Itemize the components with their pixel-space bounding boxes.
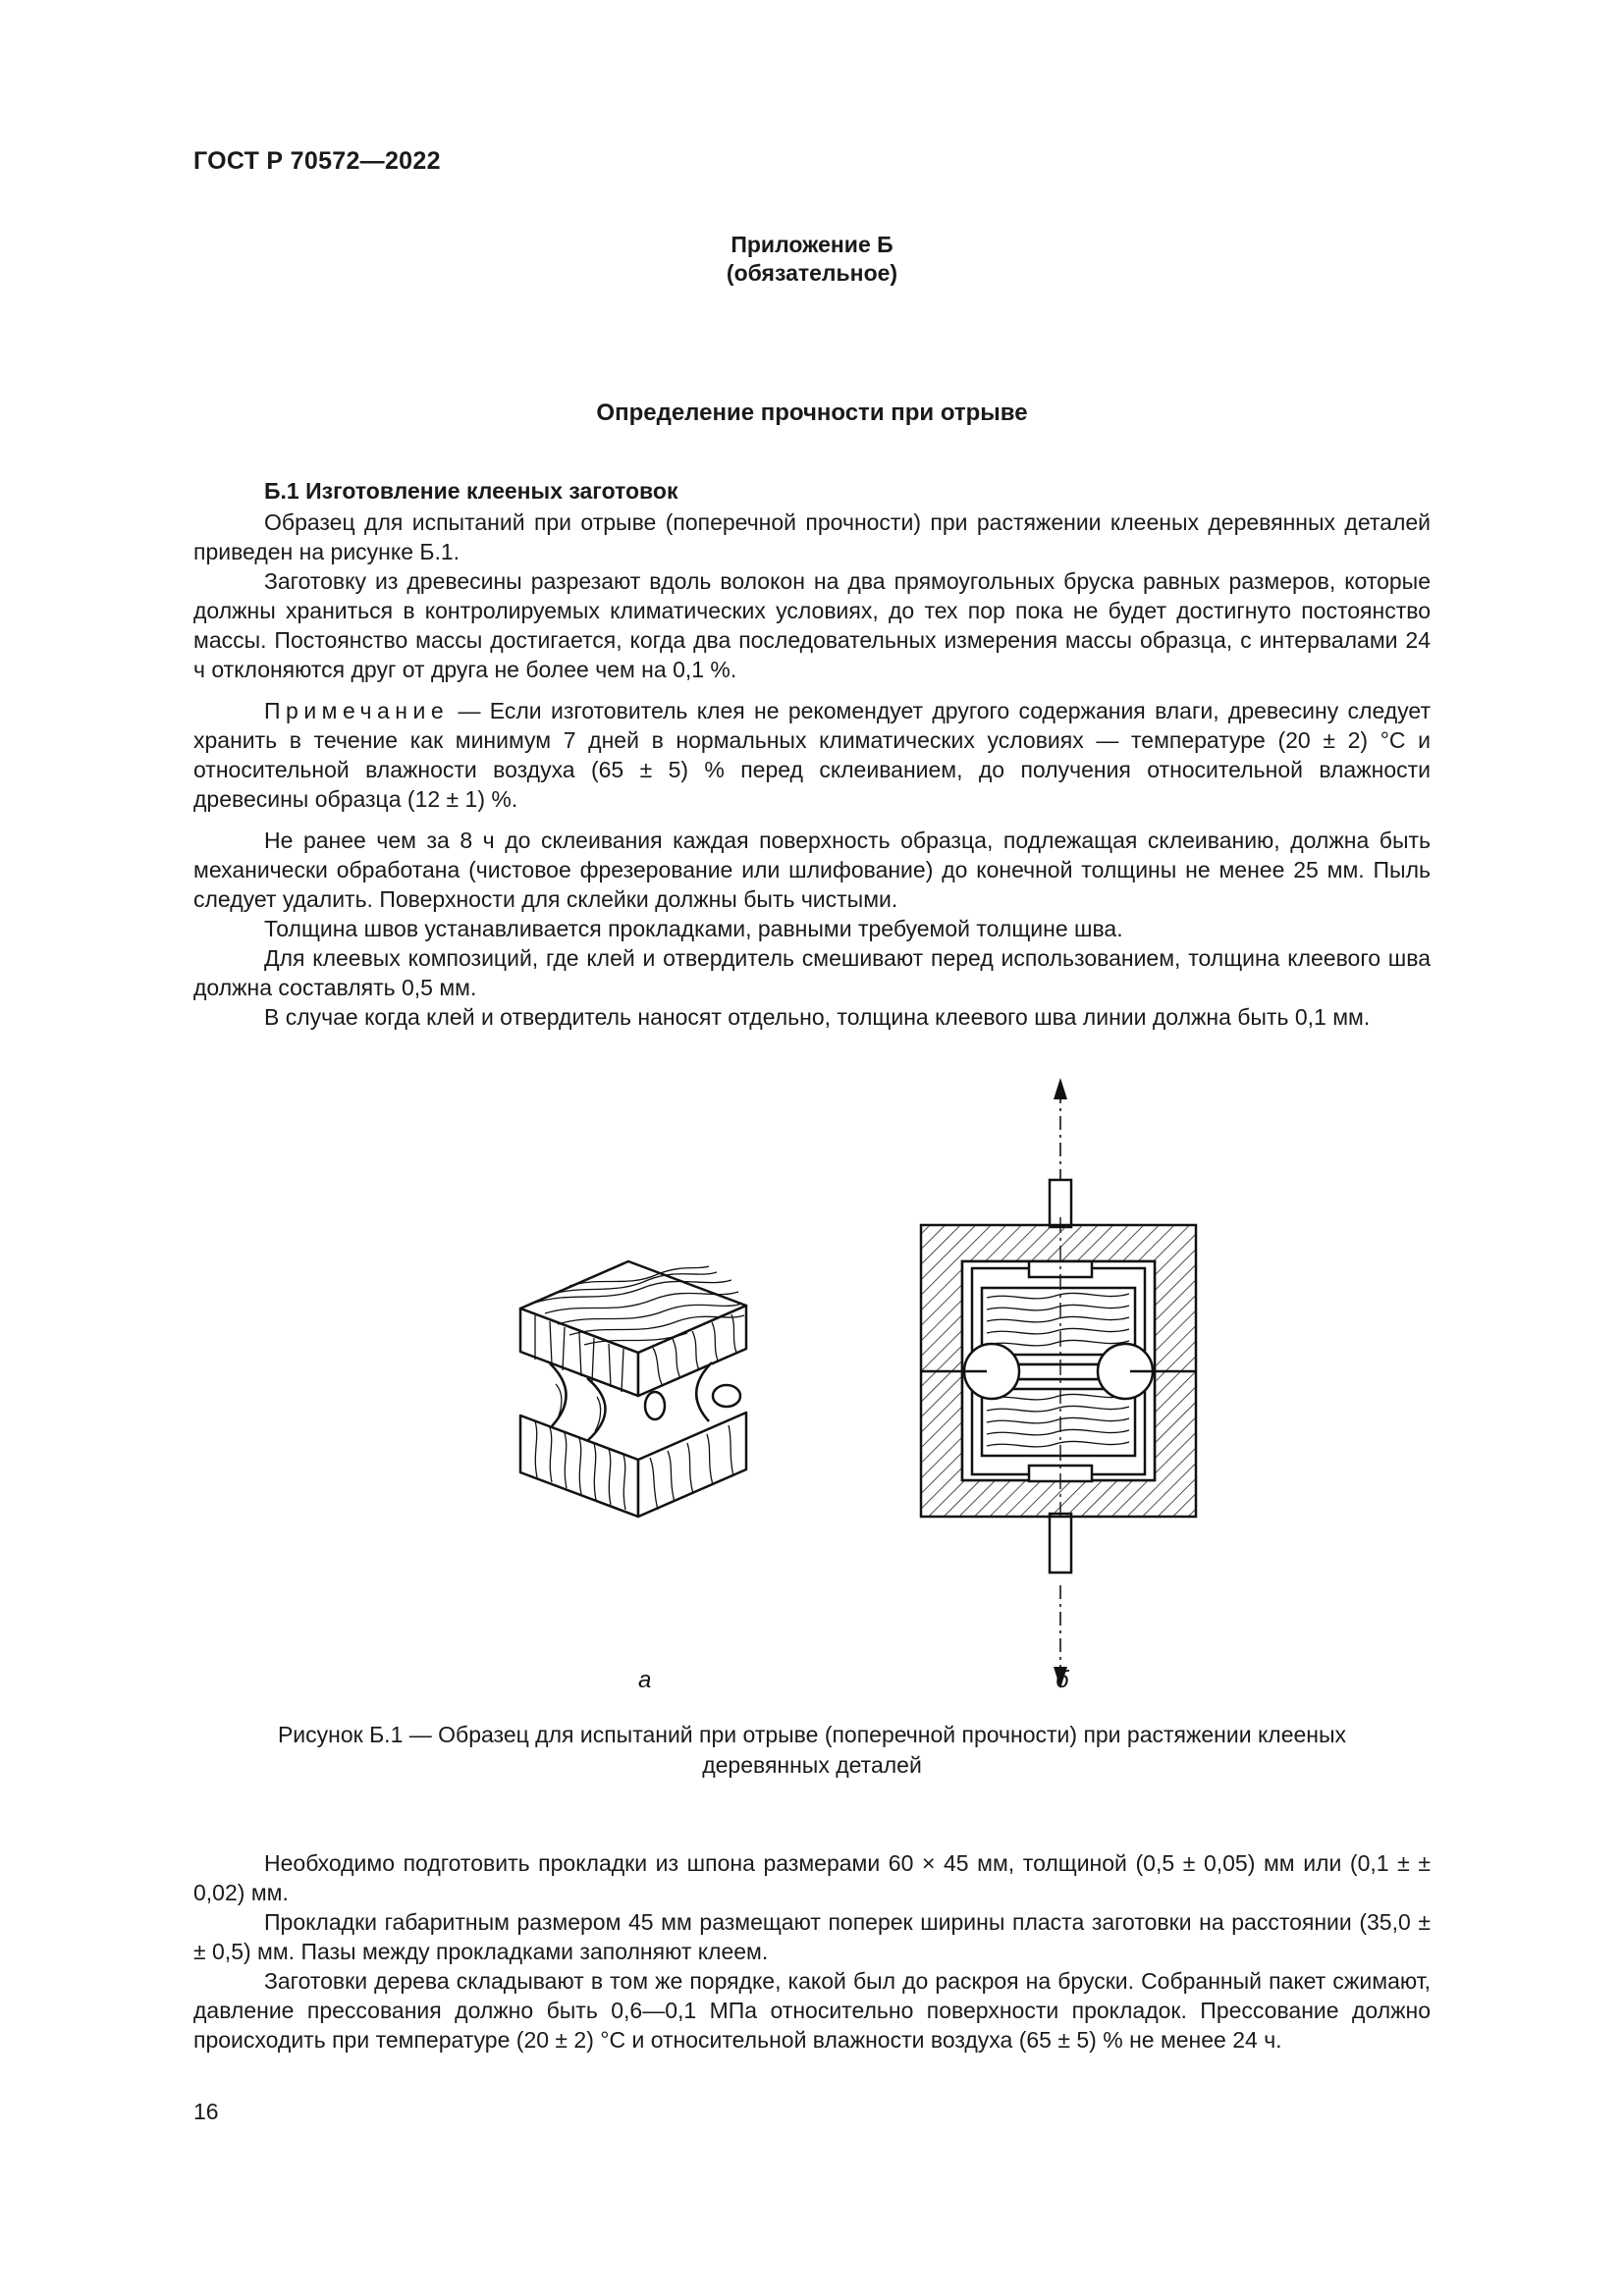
paragraph: Образец для испытаний при отрыве (поперечной прочности) при растяжении клееных деревянных деталей приведен на рисунке Б.1. (193, 509, 1431, 564)
note-label: Примечание (264, 698, 450, 723)
paragraph: Необходимо подготовить прокладки из шпона размерами 60 × 45 мм, толщиной (0,5 ± 0,05) мм или (0,1 ± ± 0,02) мм. (193, 1850, 1431, 1905)
annex-heading (0, 231, 1624, 288)
page-number: 16 (193, 2099, 219, 2124)
note-text: — Если изготовитель клея не рекомендует другого содержания влаги, древесину следует хранить в течение как минимум 7 дней в нормальных климатических условиях — температуре (20 ± 2) °С и относительной влажности воздуха (65 ± 5) % перед склеиванием, до получения относительной влажности древесины образца (12 ± 1) %. (193, 698, 1431, 812)
figure-label-a: а (638, 1667, 652, 1693)
annex-main-title: Определение прочности при отрыве (596, 400, 1028, 426)
figure-b1 (0, 1070, 1624, 1698)
paragraph: Заготовки дерева складывают в том же порядке, какой был до раскроя на бруски. Собранный пакет сжимают, давление прессования должно быть 0,6—0,1 МПа относительно поверхности прокладок. Прессование должно происходить при температуре (20 ± 2) °С и относительной влажности воздуха (65 ± 5) % не менее 24 ч. (193, 1968, 1431, 2053)
section-b1-continued (193, 1848, 1431, 2055)
figure-caption (0, 1720, 1624, 1781)
paragraph: Для клеевых композиций, где клей и отвердитель смешивают перед использованием, толщина клеевого шва должна составлять 0,5 мм. (193, 945, 1431, 1000)
paragraph: В случае когда клей и отвердитель наносят отдельно, толщина клеевого шва линии должна быть 0,1 мм. (264, 1004, 1371, 1030)
paragraph: Прокладки габаритным размером 45 мм размещают поперек ширины пласта заготовки на расстоянии (35,0 ± ± 0,5) мм. Пазы между прокладками заполняют клеем. (193, 1909, 1431, 1964)
document-code-header: ГОСТ Р 70572—2022 (193, 147, 441, 175)
figure-caption-text: Рисунок Б.1 — Образец для испытаний при отрыве (поперечной прочности) при растяжении клееных деревянных деталей (277, 1722, 1347, 1778)
section-b1 (193, 476, 1431, 1032)
specimen-isometric-drawing (520, 1261, 746, 1517)
paragraph: Толщина швов устанавливается прокладками, равными требуемой толщине шва. (264, 916, 1123, 941)
note-paragraph (193, 696, 1431, 814)
section-heading: Б.1 Изготовление клееных заготовок (264, 478, 678, 504)
figure-label-b: б (1056, 1667, 1069, 1693)
paragraph: Заготовку из древесины разрезают вдоль волокон на два прямоугольных бруска равных размеров, которые должны храниться в контролируемых климатических условиях, до тех пор пока не будет достигнуто постоянство массы. Постоянство массы достигается, когда два последовательных измерения массы образца, с интервалами 24 ч отклоняются друг от друга не более чем на 0,1 %. (193, 568, 1431, 682)
annex-status: (обязательное) (726, 260, 898, 286)
paragraph: Не ранее чем за 8 ч до склеивания каждая поверхность образца, подлежащая склеиванию, должна быть механически обработана (чистовое фрезерование или шлифование) до конечной толщины не менее 25 мм. Пыль следует удалить. Поверхности для склейки должны быть чистыми. (193, 828, 1431, 912)
annex-title: Приложение Б (731, 232, 893, 257)
specimen-section-drawing (921, 1078, 1196, 1688)
